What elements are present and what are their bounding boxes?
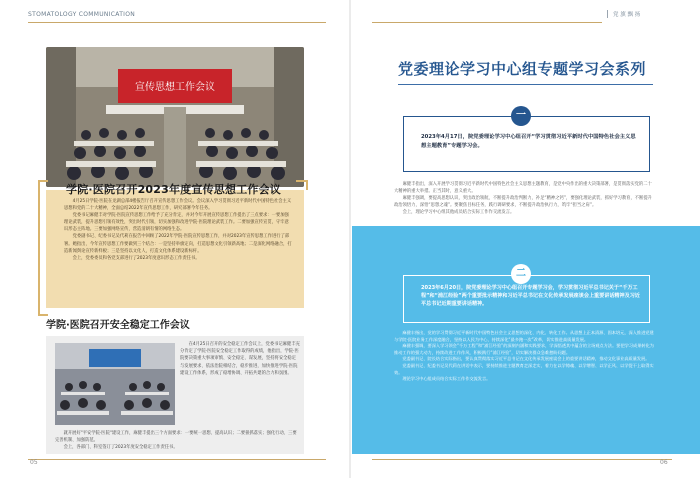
page-title: 党委理论学习中心组专题学习会系列 (398, 60, 647, 78)
article2-paragraph: 在4月25日召开的安全稳定工作会议上，党委书记麻健丰充分肯定了学院·医院安全稳定工作取得的成绩，他指出，学院·医院要决策重大事项审慎、安全稳定、谋发展，坚持将安全稳定与发展要求、依法治院相结合，稳步推进，加快推进学院·医院建设工作体系，形成了稳增协调、开拓共建的合力和氛围。 (180, 342, 300, 376)
block1-paragraph: 麻健丰指出，深入开展学习贯彻习近平新时代中国特色社会主义思想主题教育，是党中央作出的重大决策部署，是贯彻落实党的二十大精神的重大举措。正当其时，意义重大。 (394, 182, 652, 194)
section-marker-1: 一 (511, 106, 531, 126)
article2-paragraph: 就开展好"平安学院·医院"建设工作，麻健丰提出三个方面要求：一要统一思想、提高认识；二要狠抓落实；强化行动、三要完善机制、加强防范。 (55, 431, 297, 444)
article1-paragraph: 4月25日学院·医院在龙湖总部4楼报告厅召开宣传思想工作会议。会议深入学习贯彻习近平新时代中国特色社会主义思想和党的二十大精神，全面总结2022年宣传思想工作，研究部署今年任务。 (64, 199, 292, 212)
decorative-corner (296, 180, 308, 190)
highlight-text-1: 2023年4月17日，院党委理论学习中心组召开“学习贯彻习近平新时代中国特色社会主义思想主题教育”专题学习会。 (421, 134, 636, 149)
banner-text: 宣传思想工作会议 (135, 82, 215, 93)
page-number-right: 06 (660, 459, 668, 466)
section-marker-2: 二 (511, 264, 531, 284)
header-divider-right (372, 22, 602, 23)
block1-paragraph: 会上，理论学习中心组其他成员结合实际工作作交流发言。 (402, 209, 515, 215)
article2-title: 学院·医院召开安全稳定工作会议 (46, 320, 190, 331)
meeting-photo (46, 47, 304, 187)
footer-divider-right (372, 459, 672, 460)
article1-body (64, 198, 292, 262)
article1-paragraph: 党委书记麻健丰对学院·医院宣传思想工作给予了充分肯定，并对今年开展宣传思想工作提出了三点要求：一要加强理论武装，提升思想引领有效性，突出时代引领，切实加强和改进学院·医院理论武装工作。二要加强宣传宣贯，守牢意识形态主阵地。三要加强网络宣传，营造清朗有情的网络生态。 (64, 213, 289, 233)
block1-body (394, 182, 656, 217)
safety-meeting-photo (55, 343, 175, 425)
block2-paragraph: 党委副书记、院长结合实际指出，要认真贯彻落实习近平总书记在文化传承发展座谈会上的重要讲话精神，推动文化事业高质量发展。 (402, 356, 650, 362)
article1-paragraph: 会上，党委委员和各党支部进行了2023年度意识形态工作责任书。 (72, 255, 200, 261)
block1-paragraph: 麻健丰强调，要提高思想认识，突出政治领航，不断提升政治判断力，补足“精神之钙”，要强化理论武装，抓好学习教育，不断提升政治领悟力，深悟“思想之魂”。要聚焦目标任务，践行调研要求，不断提升政治执行力，筑牢“担当之肩”。 (394, 195, 652, 208)
article1-paragraph: 党委副书记、纪委书记吴代莉在报告中回顾了2022年学院·医院宣传思想工作，并对2023年宣传思想工作进行了部署。她指出，今年宣传思想工作要做到三个结合：一是坚持举旗定向，打造思想文化引领新高地；二是深化网络融合，打造新闻舆论宣传新样板；三是坚持以文化人，打造文化体系建设新标杆。 (64, 234, 292, 254)
block2-paragraph: 党委副书记、纪委书记吴代莉在讲话中表示，要持续推进主题教育走深走实，着力在以学铸魂、以学增智、以学正风、以学促干上取得实效。 (394, 362, 654, 375)
block2-paragraph: 麻健丰指出，党的学习贯彻习近平新时代中国特色社会主义思想的深化、内化、转化工作。从思想上正本清源、固本培元，深入推进党建与学院·医院业务工作深度融合，坚持以人民为中心，持续深化“最多跑一次”改革，切实推进高质量发展。 (394, 330, 654, 342)
block2-body (394, 330, 656, 383)
decorative-bracket (38, 180, 48, 316)
highlight-text-2: 2023年6月20日，院党委理论学习中心组召开专题学习会，学习贯彻习近平总书记关于“千万工程”和“浦江经验”两个重要批示精神和习近平总书记在文化传承发展座谈会上重要讲话精神及习近平总书记近期重要讲话精神。 (421, 285, 640, 307)
block2-paragraph: 麻健丰强调，要深入学习领会“千万工程”和“浦江经验”的深刻内涵和实践要求，学深悟透其中蕴含的立场观点方法。要把学习成果转化为推动工作的强大动力，持续改进工作作风，积极践行“浦江经验”，切实解决群众急难愁盼问题。 (394, 343, 654, 355)
footer-divider-left (28, 459, 326, 460)
magazine-header-label: STOMATOLOGY COMMUNICATION (28, 11, 136, 18)
article1-title: 学院·医院召开2023年度宣传思想工作会议 (66, 183, 281, 196)
title-underline (398, 84, 653, 85)
page-gutter (349, 0, 351, 478)
article2-body-continued (55, 430, 300, 452)
header-divider-left (28, 22, 326, 23)
page-number-left: 05 (30, 459, 38, 466)
article2-paragraph: 会上，各部门、科室签订了2023年度安全稳定工作责任书。 (63, 445, 178, 451)
article2-body (180, 341, 300, 377)
section-label: 党 旗 飘 扬 (607, 10, 640, 18)
block2-paragraph: 理论学习中心组成员结合实际工作作交流发言。 (402, 376, 491, 382)
